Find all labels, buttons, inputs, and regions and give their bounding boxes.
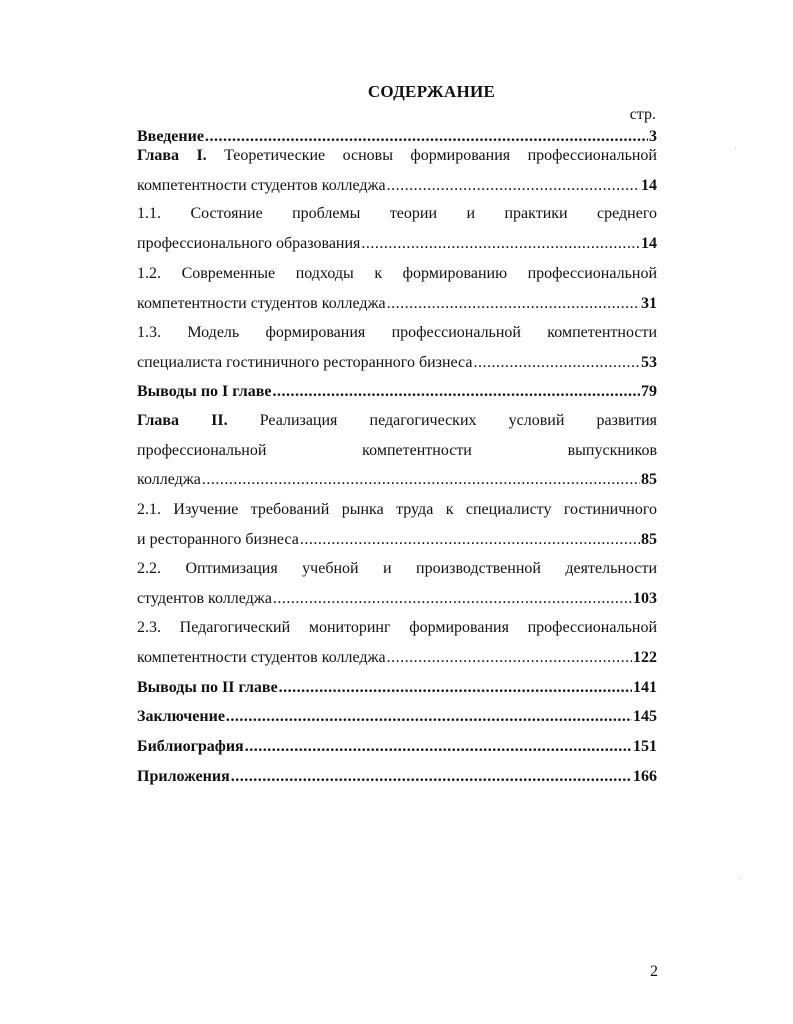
toc-leader-dots <box>202 465 640 495</box>
toc-page-number: 145 <box>633 708 657 725</box>
toc-page-number: 85 <box>641 471 657 488</box>
toc-page-number: 122 <box>633 648 657 666</box>
toc-entry-line: 2.1. Изучение требований рынка труда к специалисту гостиничного <box>137 501 657 518</box>
toc-entry-last-line <box>137 584 657 614</box>
toc-entry-bibliography[interactable] <box>137 732 657 762</box>
toc-entry-last-line <box>137 348 657 378</box>
toc-page-number: 14 <box>641 176 657 194</box>
toc-leader-dots <box>361 229 640 259</box>
toc-leader-dots <box>273 584 632 614</box>
toc-leader-dots <box>272 377 640 407</box>
toc-entry-last-line <box>137 171 657 201</box>
toc-entry-last-line <box>137 732 657 762</box>
toc-entry-last-line <box>137 229 657 259</box>
toc-entry-s2-3[interactable] <box>137 613 657 672</box>
toc-entry-line: 2.2. Оптимизация учебной и производственной деятельности <box>137 560 657 577</box>
toc-page-number: 79 <box>641 383 657 400</box>
toc-entry-title: студентов колледжа <box>137 589 272 607</box>
toc-entry-title: Выводы по I главе <box>137 383 272 400</box>
toc-entry-title: компетентности студентов колледжа <box>137 176 386 194</box>
toc-leader-dots <box>387 289 640 319</box>
toc-entry-last-line <box>137 643 657 673</box>
toc-entry-line: 1.2. Современные подходы к формированию профессиональной <box>137 265 657 282</box>
toc-entry-line: Глава II. Реализация педагогических условий развития <box>137 412 657 429</box>
toc-leader-dots <box>387 643 632 673</box>
toc-entry-s1-1[interactable] <box>137 199 657 258</box>
toc-page-number: 3 <box>649 128 657 145</box>
toc-entry-title: Заключение <box>137 708 225 725</box>
toc-entry-last-line <box>137 465 657 495</box>
toc-entry-s2-2[interactable] <box>137 554 657 613</box>
page-title: СОДЕРЖАНИЕ <box>367 82 496 101</box>
toc-entry-last-line <box>137 762 657 792</box>
toc-leader-dots <box>231 762 632 792</box>
page-column-label: стр. <box>629 106 656 123</box>
toc-entry-last-line <box>137 525 657 555</box>
toc-leader-dots <box>473 348 640 378</box>
toc-entry-ch2[interactable] <box>137 406 657 495</box>
toc-entry-ch1[interactable] <box>137 141 657 200</box>
toc-page-number: 151 <box>633 738 657 755</box>
scan-speck <box>740 878 741 879</box>
toc-entry-line: Глава I. Теоретические основы формирования профессиональной <box>137 147 657 164</box>
toc-entry-last-line <box>137 289 657 319</box>
toc-entry-concl1[interactable] <box>137 377 657 407</box>
toc-entry-title: компетентности студентов колледжа <box>137 294 386 312</box>
toc-entry-appendices[interactable] <box>137 762 657 792</box>
toc-page-number: 53 <box>641 353 657 371</box>
toc-entry-line: 1.1. Состояние проблемы теории и практики среднего <box>137 205 657 222</box>
toc-leader-dots <box>387 171 640 201</box>
toc-page-number: 31 <box>641 294 657 312</box>
toc-entry-s1-3[interactable] <box>137 318 657 377</box>
toc-page-number: 85 <box>641 530 657 548</box>
toc-entry-s1-2[interactable] <box>137 259 657 318</box>
toc-entry-title: колледжа <box>137 471 201 488</box>
toc-entry-title: профессионального образования <box>137 234 361 252</box>
toc-entry-title: Приложения <box>137 768 230 785</box>
toc-entry-title: Введение <box>137 128 204 145</box>
page-number: 2 <box>650 963 658 980</box>
toc-entry-concl2[interactable] <box>137 673 657 703</box>
toc-entry-line: 1.3. Модель формирования профессиональной компетентности <box>137 324 657 341</box>
toc-entry-title: и ресторанного бизнеса <box>137 530 299 548</box>
toc-entry-title: Библиография <box>137 738 244 755</box>
toc-entry-line: профессиональной компетентности выпускников <box>137 441 657 459</box>
toc-leader-dots <box>226 702 632 732</box>
toc-entry-title: компетентности студентов колледжа <box>137 648 386 666</box>
toc-leader-dots <box>279 673 632 703</box>
toc-entry-conclusion[interactable] <box>137 702 657 732</box>
toc-page-number: 166 <box>633 768 657 785</box>
scan-speck <box>735 148 736 149</box>
toc-entry-line: 2.3. Педагогический мониторинг формирования профессиональной <box>137 619 657 636</box>
toc-entry-last-line <box>137 702 657 732</box>
toc-page-number: 14 <box>641 234 657 252</box>
toc-page-number: 141 <box>633 679 657 696</box>
toc-entry-title: Выводы по II главе <box>137 679 278 696</box>
toc-entry-s2-1[interactable] <box>137 495 657 554</box>
toc-leader-dots <box>300 525 640 555</box>
toc-entry-last-line <box>137 673 657 703</box>
toc-page-number: 103 <box>633 589 657 607</box>
toc-leader-dots <box>245 732 632 762</box>
toc-entry-last-line <box>137 377 657 407</box>
toc-entry-title: специалиста гостиничного ресторанного бизнеса <box>137 353 473 371</box>
